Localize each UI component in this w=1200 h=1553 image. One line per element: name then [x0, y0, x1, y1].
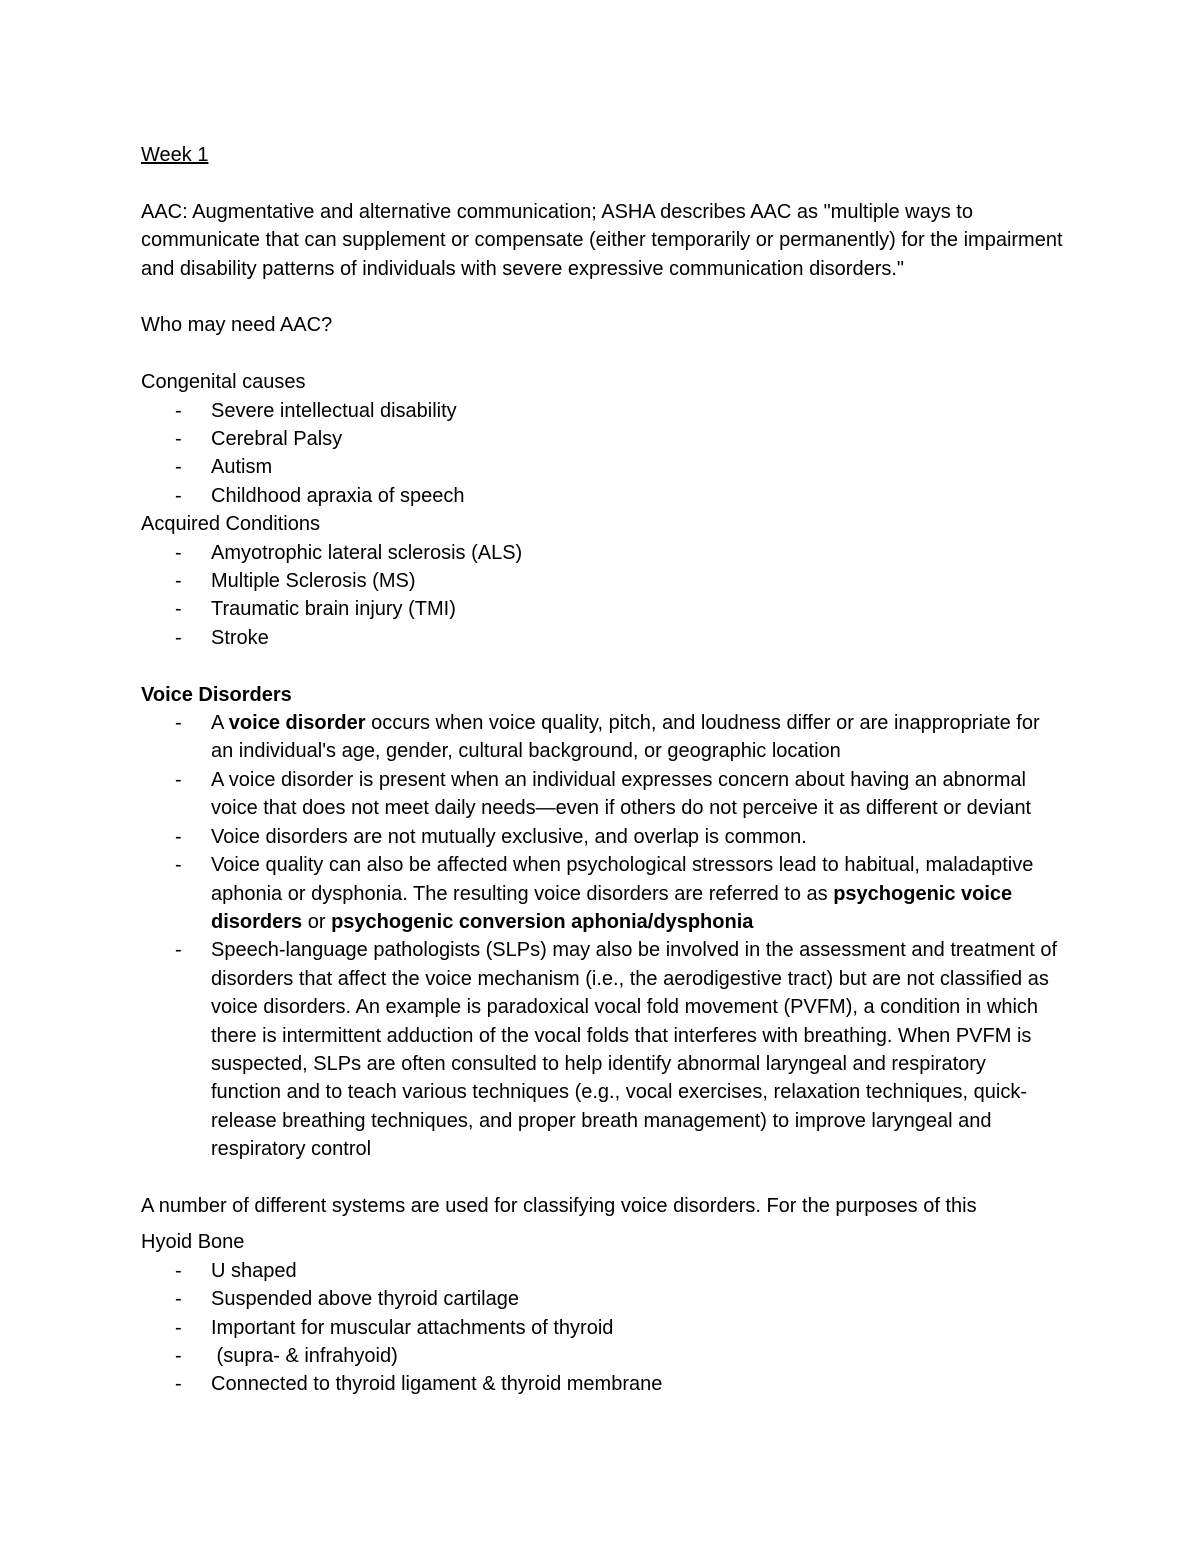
- list-item: - Multiple Sclerosis (MS): [141, 567, 1071, 595]
- list-item: - Suspended above thyroid cartilage: [141, 1285, 1071, 1313]
- spacer: [141, 652, 1071, 680]
- bold-term: psychogenic voice disorders: [211, 882, 1013, 933]
- acquired-heading: Acquired Conditions: [141, 513, 320, 536]
- item-text: A: [211, 712, 229, 735]
- document-page: [141, 141, 1071, 1399]
- voice-disorders-heading: Voice Disorders: [141, 683, 292, 706]
- list-item: - Autism: [141, 453, 1071, 481]
- who-may-need-heading: Who may need AAC?: [141, 314, 333, 337]
- hyoid-heading: Hyoid Bone: [141, 1231, 245, 1254]
- list-item: - Childhood apraxia of speech: [141, 482, 1071, 510]
- voice-disorders-list: [141, 709, 1071, 1164]
- item-text: Voice quality can also be affected when psychological stressors lead to habitual, maladaptive aphonia or dysphonia. The resulting voice disorders are referred to as: [211, 854, 1034, 905]
- list-item: - (supra- & infrahyoid): [141, 1342, 1071, 1370]
- spacer: [141, 1220, 1071, 1228]
- list-item: - Speech-language pathologists (SLPs) may also be involved in the assessment and treatment of disorders that affect the voice mechanism (i.e., the aerodigestive tract) but are not classified as voice disorders. An example is paradoxical vocal fold movement (PVFM), a condition in which there is intermittent adduction of the vocal folds that interferes with breathing. When PVFM is suspected, SLPs are often consulted to help identify abnormal laryngeal and respiratory function and to teach various techniques (e.g., vocal exercises, relaxation techniques, quick-release breathing techniques, and proper breath management) to improve laryngeal and respiratory control: [141, 936, 1071, 1163]
- list-item: - Voice disorders are not mutually exclusive, and overlap is common.: [141, 823, 1071, 851]
- list-item: [141, 851, 1071, 936]
- bold-term: voice disorder: [228, 712, 366, 735]
- aac-definition: AAC: Augmentative and alternative communication; ASHA describes AAC as "multiple ways to communicate that can supplement or compensate (either temporarily or permanently) for the impairment and disability patterns of individuals with severe expressive communication disorders.": [141, 200, 1063, 280]
- acquired-list: [141, 539, 1071, 653]
- list-item: - Traumatic brain injury (TMI): [141, 595, 1071, 623]
- classification-note: A number of different systems are used for classifying voice disorders. For the purposes of this: [141, 1194, 977, 1217]
- week-title: Week 1: [141, 144, 209, 166]
- bold-term: psychogenic conversion aphonia/dysphonia: [331, 910, 754, 933]
- congenital-heading: Congenital causes: [141, 371, 306, 394]
- congenital-list: [141, 397, 1071, 511]
- list-item: - Cerebral Palsy: [141, 425, 1071, 453]
- spacer: [141, 340, 1071, 368]
- spacer: [141, 1164, 1071, 1192]
- list-item: - Severe intellectual disability: [141, 397, 1071, 425]
- list-item: - A voice disorder is present when an individual expresses concern about having an abnormal voice that does not meet daily needs—even if others do not perceive it as different or deviant: [141, 766, 1071, 823]
- list-item: - U shaped: [141, 1257, 1071, 1285]
- list-item: - Stroke: [141, 624, 1071, 652]
- item-text: occurs when voice quality, pitch, and loudness differ or are inappropriate for an individual's age, gender, cultural background, or geographic location: [211, 712, 1040, 763]
- list-item: - Amyotrophic lateral sclerosis (ALS): [141, 539, 1071, 567]
- list-item: [141, 709, 1071, 766]
- spacer: [141, 283, 1071, 311]
- item-text: or: [302, 910, 332, 933]
- hyoid-list: [141, 1257, 1071, 1399]
- spacer: [141, 169, 1071, 197]
- list-item: - Important for muscular attachments of thyroid: [141, 1314, 1071, 1342]
- list-item: - Connected to thyroid ligament & thyroid membrane: [141, 1370, 1071, 1398]
